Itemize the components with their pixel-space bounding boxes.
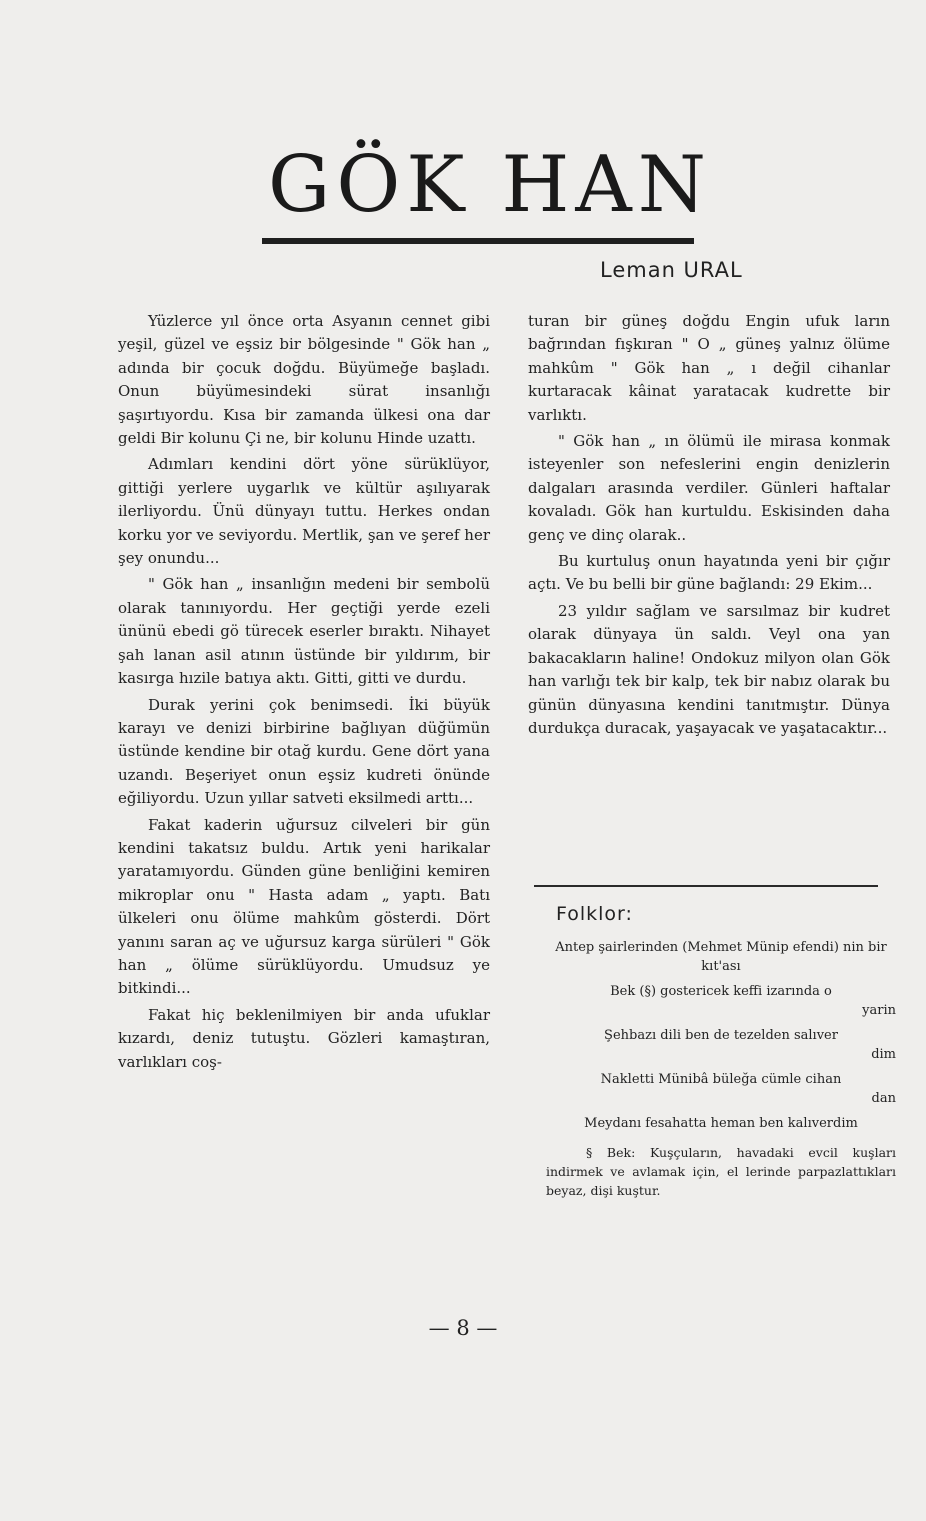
article-title: GÖK HAN [268,140,712,230]
verse-line: Bek (§) gostericek keffi izarında o [610,984,832,999]
paragraph: Yüzlerce yıl önce orta Asyanın cennet gibi yeşil, güzel ve eşsiz bir bölgesinde " Gök han „ adında bir çocuk doğdu. Büyümeğe başladı. Onun büyümesindeki sürat insanlığı şaşırtıyordu. Kısa bir zamanda ülkesi ona dar geldi Bir kolunu Çi ne, bir kolunu Hinde uzattı. [118,312,490,448]
verse-line-end: dim [871,1047,896,1062]
title-divider [262,238,694,244]
folklor-section [546,938,896,1200]
verse-line: Şehbazı dili ben de tezelden salıver [604,1028,838,1043]
verse [546,1070,896,1108]
section-divider [534,885,878,887]
verse [546,1114,896,1133]
verse [546,982,896,1020]
paragraph: Adımları kendini dört yöne sürüklüyor, gittiği yerlere uygarlık ve kültür aşılıyarak ilerliyordu. Ünü dünyayı tuttu. Herkes ondan korku yor ve seviyordu. Mertlik, şan ve şeref her şey onundu... [118,455,490,568]
verse-line-end: yarin [862,1003,896,1018]
paragraph: Fakat kaderin uğursuz cilveleri bir gün kendini takatsız buldu. Artık yeni harikalar yaratamıyordu. Günden güne benliğini kemiren mikroplar onu " Hasta adam „ yaptı. Batı ülkeleri onu ölüme mahkûm gösterdi. Dört yanını saran aç ve uğursuz karga sürüleri " Gök han „ ölüme sürüklüyordu. Umudsuz ye bitkindi... [118,815,490,998]
paragraph: turan bir güneş doğdu Engin ufuk ların bağrından fışkıran " O „ güneş yalnız ölüme mahkûm " Gök han „ ı değil cihanlar kurtaracak kâinat yaratacak kudrette bir varlıktı. [528,312,890,424]
paragraph: Bu kurtuluş onun hayatında yeni bir çığır açtı. Ve bu belli bir güne bağlandı: 29 Ekim... [528,552,890,594]
right-column [528,310,890,740]
author-name: Leman URAL [600,258,743,282]
paragraph: Fakat hiç beklenilmiyen bir anda ufuklar kızardı, deniz tutuştu. Gözleri kamaştıran, varlıkları coş- [118,1005,490,1071]
paragraph: 23 yıldır sağlam ve sarsılmaz bir kudret olarak dünyaya ün saldı. Veyl ona yan bakacakların haline! Ondokuz milyon olan Gök han varlığı tek bir kalp, tek bir nabız olarak bu günün dünyasına kendini tanıtmıştır. Dünya durdukça duracak, yaşayacak ve yaşatacaktır... [528,601,890,737]
verse-line: Meydanı fesahatta heman ben kalıverdim [584,1116,858,1131]
verse [546,1026,896,1064]
verse [546,938,896,976]
left-column [118,310,490,1074]
verse-line: Nakletti Münibâ büleğa cümle cihan [600,1072,842,1087]
verse-line-end: dan [871,1091,896,1106]
page-number: — 8 — [428,1316,498,1340]
paragraph: Durak yerini çok benimsedi. İki büyük karayı ve denizi birbirine bağlıyan düğümün üstünde kendine bir otağ kurdu. Gene dört yana uzandı. Beşeriyet onun eşsiz kudreti önünde eğiliyordu. Uzun yıllar satveti eksilmedi arttı... [118,695,490,808]
paragraph: " Gök han „ ın ölümü ile mirasa konmak isteyenler son nefeslerini engin denizlerin dalgaları arasında verdiler. Günleri haftalar kovaladı. Gök han kurtuldu. Eskisinden daha genç ve dinç olarak.. [528,432,890,544]
folklor-heading: Folklor: [556,903,633,925]
verse-line: Antep şairlerinden (Mehmet Münip efendi) nin bir kıt'ası [555,940,887,974]
paragraph: " Gök han „ insanlığın medeni bir sembolü olarak tanınıyordu. Her geçtiği yerde ezeli ününü ebedi gö türecek eserler bıraktı. Nihayet şah lanan asil atının üstünde bir yıldırım, bir kasırga hızile batıya aktı. Gitti, gitti ve durdu. [118,575,490,688]
footnote: § Bek: Kuşçuların, havadaki evcil kuşları indirmek ve avlamak için, el lerinde parpazlattıkları beyaz, dişi kuştur. [546,1145,896,1198]
